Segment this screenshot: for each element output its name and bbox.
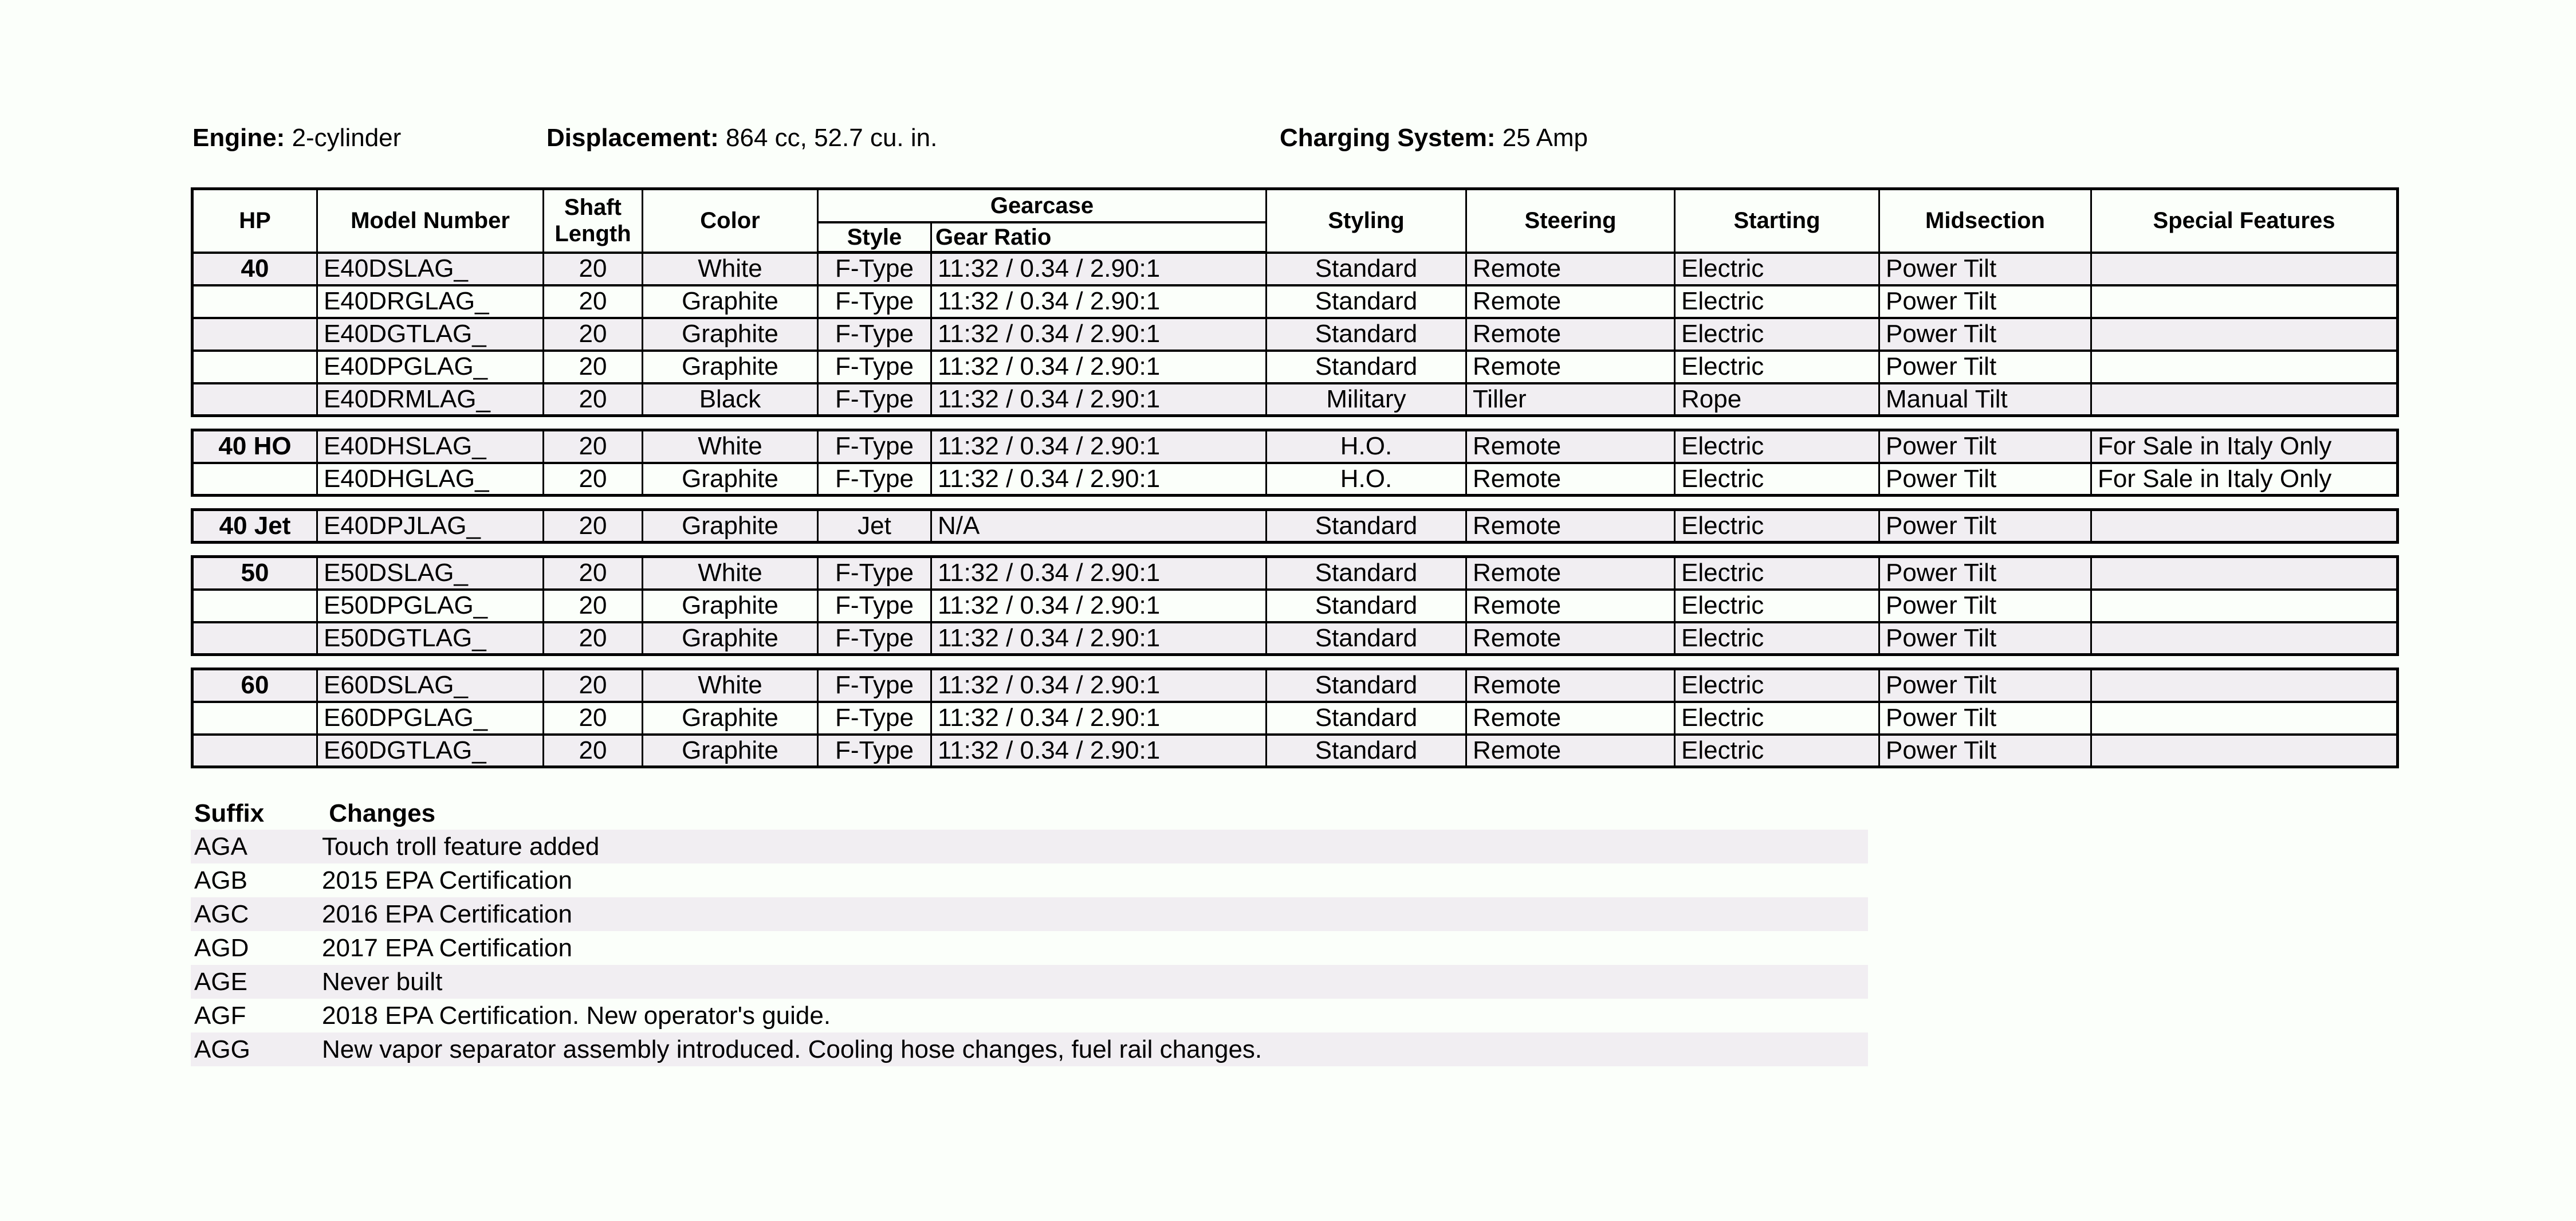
cell-color: Graphite bbox=[643, 285, 818, 318]
spec-table-body-40 bbox=[192, 253, 2398, 416]
cell-color: Graphite bbox=[643, 590, 818, 622]
cell-shaft-length: 20 bbox=[544, 669, 643, 702]
cell-special-features: For Sale in Italy Only bbox=[2091, 463, 2398, 496]
cell-starting: Electric bbox=[1675, 351, 1879, 383]
cell-midsection: Power Tilt bbox=[1879, 702, 2091, 735]
cell-shaft-length: 20 bbox=[544, 735, 643, 767]
cell-steering: Remote bbox=[1466, 622, 1675, 655]
suffix-row bbox=[191, 999, 1868, 1032]
cell-steering: Remote bbox=[1466, 702, 1675, 735]
suffix-row bbox=[191, 965, 1868, 999]
suffix-code: AGF bbox=[194, 1002, 246, 1030]
cell-gear-ratio: 11:32 / 0.34 / 2.90:1 bbox=[931, 383, 1267, 416]
cell-midsection: Power Tilt bbox=[1879, 590, 2091, 622]
cell-hp: 50 bbox=[192, 557, 317, 590]
spec-row bbox=[192, 285, 2398, 318]
spec-row bbox=[192, 318, 2398, 351]
cell-styling: Standard bbox=[1267, 351, 1466, 383]
cell-hp bbox=[192, 318, 317, 351]
cell-midsection: Power Tilt bbox=[1879, 510, 2091, 543]
cell-midsection: Power Tilt bbox=[1879, 557, 2091, 590]
spec-row bbox=[192, 622, 2398, 655]
spec-header-row-1 bbox=[192, 189, 2398, 222]
cell-hp bbox=[192, 622, 317, 655]
cell-special-features bbox=[2091, 351, 2398, 383]
spec-table-body-60 bbox=[192, 669, 2398, 767]
cell-shaft-length: 20 bbox=[544, 463, 643, 496]
cell-model-number: E40DSLAG_ bbox=[317, 253, 544, 285]
header-style: Style bbox=[818, 222, 931, 253]
charging-system-spec bbox=[1280, 121, 1588, 155]
header-shaft-length: Shaft Length bbox=[544, 189, 643, 253]
cell-gear-ratio: 11:32 / 0.34 / 2.90:1 bbox=[931, 557, 1267, 590]
cell-gear-ratio: 11:32 / 0.34 / 2.90:1 bbox=[931, 463, 1267, 496]
changes-column-header: Changes bbox=[329, 799, 436, 827]
cell-special-features bbox=[2091, 510, 2398, 543]
cell-styling: Standard bbox=[1267, 735, 1466, 767]
suffix-changes-section bbox=[191, 798, 1868, 1066]
cell-gear-ratio: 11:32 / 0.34 / 2.90:1 bbox=[931, 351, 1267, 383]
cell-color: Graphite bbox=[643, 351, 818, 383]
cell-starting: Electric bbox=[1675, 669, 1879, 702]
cell-color: Black bbox=[643, 383, 818, 416]
cell-styling: Standard bbox=[1267, 702, 1466, 735]
header-styling: Styling bbox=[1267, 189, 1466, 253]
cell-steering: Remote bbox=[1466, 510, 1675, 543]
cell-model-number: E40DRMLAG_ bbox=[317, 383, 544, 416]
cell-hp: 40 Jet bbox=[192, 510, 317, 543]
spec-table-body-50 bbox=[192, 557, 2398, 655]
cell-gear-ratio: 11:32 / 0.34 / 2.90:1 bbox=[931, 253, 1267, 285]
cell-midsection: Power Tilt bbox=[1879, 669, 2091, 702]
cell-color: White bbox=[643, 669, 818, 702]
cell-styling: Standard bbox=[1267, 557, 1466, 590]
cell-midsection: Power Tilt bbox=[1879, 622, 2091, 655]
cell-special-features bbox=[2091, 383, 2398, 416]
spec-table-group-40-jet bbox=[191, 508, 2399, 544]
header-gearcase: Gearcase bbox=[818, 189, 1267, 222]
suffix-changes-text: Never built bbox=[322, 968, 443, 996]
cell-steering: Remote bbox=[1466, 318, 1675, 351]
cell-steering: Remote bbox=[1466, 669, 1675, 702]
cell-model-number: E40DHGLAG_ bbox=[317, 463, 544, 496]
cell-hp bbox=[192, 383, 317, 416]
cell-color: White bbox=[643, 557, 818, 590]
cell-steering: Remote bbox=[1466, 430, 1675, 463]
spec-row bbox=[192, 430, 2398, 463]
suffix-code: AGB bbox=[194, 866, 247, 894]
suffix-column-header: Suffix bbox=[194, 799, 265, 827]
cell-hp bbox=[192, 735, 317, 767]
cell-model-number: E40DHSLAG_ bbox=[317, 430, 544, 463]
cell-hp bbox=[192, 463, 317, 496]
cell-special-features bbox=[2091, 318, 2398, 351]
cell-style: F-Type bbox=[818, 622, 931, 655]
spec-table-body-40-jet bbox=[192, 510, 2398, 543]
suffix-code: AGC bbox=[194, 900, 249, 928]
suffix-code: AGE bbox=[194, 968, 247, 996]
spec-table-group-40 bbox=[191, 187, 2399, 417]
cell-special-features bbox=[2091, 253, 2398, 285]
cell-shaft-length: 20 bbox=[544, 253, 643, 285]
header-starting: Starting bbox=[1675, 189, 1879, 253]
cell-model-number: E60DSLAG_ bbox=[317, 669, 544, 702]
displacement-label: Displacement: bbox=[546, 124, 719, 152]
spec-table-group-40-ho bbox=[191, 429, 2399, 497]
spec-table-groups bbox=[191, 187, 2399, 780]
suffix-changes-text: New vapor separator assembly introduced. Cooling hose changes, fuel rail changes. bbox=[322, 1035, 1263, 1063]
cell-starting: Electric bbox=[1675, 702, 1879, 735]
cell-style: F-Type bbox=[818, 557, 931, 590]
spec-row bbox=[192, 463, 2398, 496]
cell-shaft-length: 20 bbox=[544, 383, 643, 416]
cell-styling: Standard bbox=[1267, 253, 1466, 285]
cell-style: F-Type bbox=[818, 318, 931, 351]
engine-label: Engine: bbox=[192, 124, 285, 152]
cell-midsection: Power Tilt bbox=[1879, 318, 2091, 351]
cell-hp bbox=[192, 702, 317, 735]
cell-hp: 40 HO bbox=[192, 430, 317, 463]
cell-styling: Standard bbox=[1267, 510, 1466, 543]
spec-row bbox=[192, 383, 2398, 416]
cell-gear-ratio: 11:32 / 0.34 / 2.90:1 bbox=[931, 702, 1267, 735]
cell-styling: Standard bbox=[1267, 318, 1466, 351]
cell-model-number: E40DPGLAG_ bbox=[317, 351, 544, 383]
cell-starting: Electric bbox=[1675, 557, 1879, 590]
cell-color: White bbox=[643, 253, 818, 285]
cell-model-number: E50DSLAG_ bbox=[317, 557, 544, 590]
cell-gear-ratio: N/A bbox=[931, 510, 1267, 543]
header-special-features: Special Features bbox=[2091, 189, 2398, 253]
cell-style: F-Type bbox=[818, 702, 931, 735]
cell-hp bbox=[192, 351, 317, 383]
displacement-spec bbox=[546, 121, 937, 155]
cell-gear-ratio: 11:32 / 0.34 / 2.90:1 bbox=[931, 590, 1267, 622]
cell-special-features bbox=[2091, 622, 2398, 655]
cell-special-features bbox=[2091, 735, 2398, 767]
cell-style: Jet bbox=[818, 510, 931, 543]
cell-style: F-Type bbox=[818, 383, 931, 416]
cell-styling: Military bbox=[1267, 383, 1466, 416]
cell-starting: Electric bbox=[1675, 590, 1879, 622]
cell-shaft-length: 20 bbox=[544, 557, 643, 590]
cell-model-number: E50DGTLAG_ bbox=[317, 622, 544, 655]
cell-shaft-length: 20 bbox=[544, 510, 643, 543]
cell-model-number: E40DPJLAG_ bbox=[317, 510, 544, 543]
cell-color: Graphite bbox=[643, 510, 818, 543]
spec-row bbox=[192, 510, 2398, 543]
cell-starting: Electric bbox=[1675, 622, 1879, 655]
cell-starting: Electric bbox=[1675, 253, 1879, 285]
cell-special-features bbox=[2091, 590, 2398, 622]
cell-special-features: For Sale in Italy Only bbox=[2091, 430, 2398, 463]
suffix-code: AGD bbox=[194, 934, 249, 962]
cell-midsection: Power Tilt bbox=[1879, 351, 2091, 383]
spec-table-group-50 bbox=[191, 555, 2399, 656]
cell-hp bbox=[192, 285, 317, 318]
engine-value: 2-cylinder bbox=[292, 124, 402, 152]
displacement-value: 864 cc, 52.7 cu. in. bbox=[726, 124, 938, 152]
spec-table-header bbox=[192, 189, 2398, 253]
suffix-changes-text: 2017 EPA Certification bbox=[322, 934, 572, 962]
cell-style: F-Type bbox=[818, 253, 931, 285]
cell-steering: Remote bbox=[1466, 463, 1675, 496]
cell-steering: Remote bbox=[1466, 351, 1675, 383]
cell-color: Graphite bbox=[643, 702, 818, 735]
cell-styling: H.O. bbox=[1267, 430, 1466, 463]
cell-styling: Standard bbox=[1267, 669, 1466, 702]
cell-steering: Tiller bbox=[1466, 383, 1675, 416]
cell-model-number: E60DGTLAG_ bbox=[317, 735, 544, 767]
cell-starting: Electric bbox=[1675, 285, 1879, 318]
spec-table-body-40-ho bbox=[192, 430, 2398, 496]
cell-midsection: Power Tilt bbox=[1879, 735, 2091, 767]
cell-styling: H.O. bbox=[1267, 463, 1466, 496]
cell-styling: Standard bbox=[1267, 622, 1466, 655]
cell-style: F-Type bbox=[818, 351, 931, 383]
spec-row bbox=[192, 735, 2398, 767]
suffix-changes-text: 2016 EPA Certification bbox=[322, 900, 572, 928]
header-model-number: Model Number bbox=[317, 189, 544, 253]
cell-model-number: E50DPGLAG_ bbox=[317, 590, 544, 622]
cell-hp bbox=[192, 590, 317, 622]
cell-special-features bbox=[2091, 669, 2398, 702]
cell-starting: Electric bbox=[1675, 318, 1879, 351]
cell-shaft-length: 20 bbox=[544, 318, 643, 351]
header-gear-ratio: Gear Ratio bbox=[931, 222, 1267, 253]
suffix-row bbox=[191, 1032, 1868, 1066]
cell-midsection: Manual Tilt bbox=[1879, 383, 2091, 416]
cell-style: F-Type bbox=[818, 735, 931, 767]
suffix-changes-text: 2018 EPA Certification. New operator's guide. bbox=[322, 1002, 831, 1030]
cell-shaft-length: 20 bbox=[544, 351, 643, 383]
engine-spec bbox=[192, 121, 401, 155]
engine-meta-line bbox=[0, 121, 2576, 155]
cell-steering: Remote bbox=[1466, 253, 1675, 285]
suffix-row bbox=[191, 897, 1868, 931]
spec-row bbox=[192, 702, 2398, 735]
suffix-list-header bbox=[191, 798, 1868, 830]
cell-shaft-length: 20 bbox=[544, 285, 643, 318]
cell-gear-ratio: 11:32 / 0.34 / 2.90:1 bbox=[931, 622, 1267, 655]
cell-color: White bbox=[643, 430, 818, 463]
spec-row bbox=[192, 557, 2398, 590]
cell-midsection: Power Tilt bbox=[1879, 285, 2091, 318]
cell-model-number: E40DGTLAG_ bbox=[317, 318, 544, 351]
cell-steering: Remote bbox=[1466, 557, 1675, 590]
suffix-code: AGA bbox=[194, 833, 247, 861]
cell-styling: Standard bbox=[1267, 590, 1466, 622]
cell-styling: Standard bbox=[1267, 285, 1466, 318]
cell-style: F-Type bbox=[818, 590, 931, 622]
cell-color: Graphite bbox=[643, 318, 818, 351]
cell-midsection: Power Tilt bbox=[1879, 430, 2091, 463]
header-color: Color bbox=[643, 189, 818, 253]
suffix-row bbox=[191, 863, 1868, 897]
cell-model-number: E60DPGLAG_ bbox=[317, 702, 544, 735]
cell-special-features bbox=[2091, 702, 2398, 735]
charging-system-value: 25 Amp bbox=[1502, 124, 1588, 152]
cell-style: F-Type bbox=[818, 285, 931, 318]
suffix-rows bbox=[191, 830, 1868, 1066]
cell-shaft-length: 20 bbox=[544, 702, 643, 735]
cell-gear-ratio: 11:32 / 0.34 / 2.90:1 bbox=[931, 430, 1267, 463]
cell-gear-ratio: 11:32 / 0.34 / 2.90:1 bbox=[931, 669, 1267, 702]
spec-row bbox=[192, 590, 2398, 622]
cell-steering: Remote bbox=[1466, 285, 1675, 318]
cell-gear-ratio: 11:32 / 0.34 / 2.90:1 bbox=[931, 285, 1267, 318]
suffix-changes-text: Touch troll feature added bbox=[322, 833, 600, 861]
cell-color: Graphite bbox=[643, 735, 818, 767]
cell-steering: Remote bbox=[1466, 590, 1675, 622]
suffix-code: AGG bbox=[194, 1035, 250, 1063]
suffix-row bbox=[191, 830, 1868, 863]
cell-style: F-Type bbox=[818, 463, 931, 496]
cell-style: F-Type bbox=[818, 430, 931, 463]
cell-color: Graphite bbox=[643, 622, 818, 655]
cell-color: Graphite bbox=[643, 463, 818, 496]
cell-starting: Electric bbox=[1675, 463, 1879, 496]
header-hp: HP bbox=[192, 189, 317, 253]
cell-special-features bbox=[2091, 557, 2398, 590]
cell-starting: Electric bbox=[1675, 510, 1879, 543]
cell-gear-ratio: 11:32 / 0.34 / 2.90:1 bbox=[931, 318, 1267, 351]
header-midsection: Midsection bbox=[1879, 189, 2091, 253]
cell-hp: 40 bbox=[192, 253, 317, 285]
suffix-row bbox=[191, 931, 1868, 965]
spec-table-group-60 bbox=[191, 668, 2399, 768]
cell-gear-ratio: 11:32 / 0.34 / 2.90:1 bbox=[931, 735, 1267, 767]
cell-hp: 60 bbox=[192, 669, 317, 702]
spec-row bbox=[192, 351, 2398, 383]
cell-model-number: E40DRGLAG_ bbox=[317, 285, 544, 318]
cell-starting: Electric bbox=[1675, 430, 1879, 463]
cell-steering: Remote bbox=[1466, 735, 1675, 767]
cell-starting: Electric bbox=[1675, 735, 1879, 767]
cell-shaft-length: 20 bbox=[544, 430, 643, 463]
cell-shaft-length: 20 bbox=[544, 622, 643, 655]
cell-starting: Rope bbox=[1675, 383, 1879, 416]
suffix-changes-text: 2015 EPA Certification bbox=[322, 866, 572, 894]
cell-midsection: Power Tilt bbox=[1879, 463, 2091, 496]
cell-shaft-length: 20 bbox=[544, 590, 643, 622]
cell-midsection: Power Tilt bbox=[1879, 253, 2091, 285]
cell-style: F-Type bbox=[818, 669, 931, 702]
header-steering: Steering bbox=[1466, 189, 1675, 253]
cell-special-features bbox=[2091, 285, 2398, 318]
spec-row bbox=[192, 253, 2398, 285]
spec-row bbox=[192, 669, 2398, 702]
charging-system-label: Charging System: bbox=[1280, 124, 1496, 152]
